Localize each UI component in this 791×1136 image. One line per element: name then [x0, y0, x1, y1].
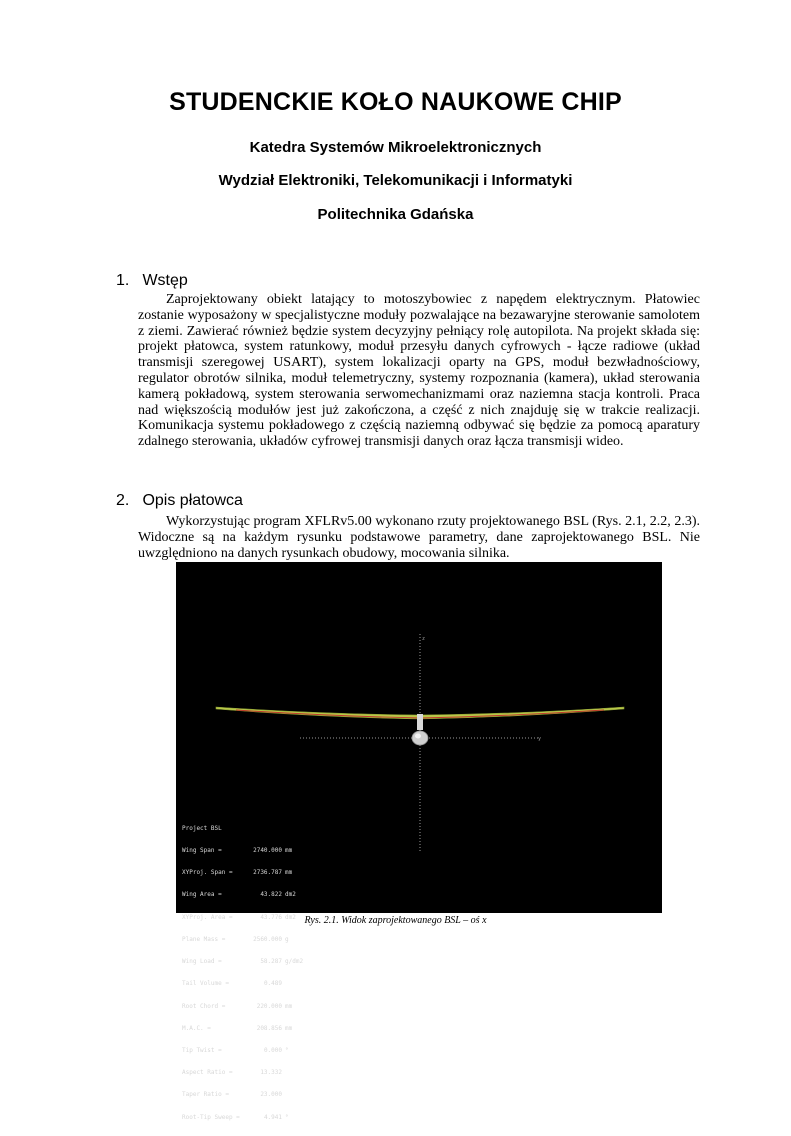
page-title: STUDENCKIE KOŁO NAUKOWE CHIP	[169, 88, 622, 116]
param-value: 13.332	[260, 1069, 282, 1077]
param-value: 23.000	[260, 1091, 282, 1099]
param-label: XYProj. Area =	[182, 913, 233, 921]
figure-caption: Rys. 2.1. Widok zaprojektowanego BSL – oś x	[304, 915, 487, 926]
paragraph-text: Zaprojektowany obiekt latający to motoszybowiec z napędem elektrycznym. Płatowiec zostanie wyposażony w specjalistyczne moduły pozwalające na bezawaryjne sterowanie samolotem z ziemi. Zawierać również będzie system decyzyjny pełniący rolę autopilota. Na projekt składa się: projekt płatowca, system ratunkowy, moduł przesyłu danych cyfrowych - łącze radiowe (układ transmisji szeregowej USART), system lokalizacji oparty na GPS, moduł bezwładnościowy, regulator obrotów silnika, moduł telemetryczny, systemy rozpoznania (kamera), układ sterowania kamerą pokładową, system sterowania serwomechanizmami oraz naziemna stacja kontroli. Praca nad większością modułów jest już zakończona, a część z nich znajduję się w trakcie realizacji. Komunikacja systemu pokładowego z częścią naziemną odbywać się będzie za pomocą aparatury zdalnego sterowania, układów cyfrowej transmisji danych oraz łącza transmisji wideo.	[138, 292, 700, 450]
section-title: Wstęp	[142, 272, 188, 289]
department-name: Katedra Systemów Mikroelektronicznych	[249, 139, 542, 156]
param-row	[182, 1025, 303, 1032]
param-label: Tail Volume =	[182, 980, 229, 988]
faculty-name: Wydział Elektroniki, Telekomunikacji i Informatyki	[218, 172, 573, 189]
paragraph-text: Wykorzystując program XFLRv5.00 wykonano rzuty projektowanego BSL (Rys. 2.1, 2.2, 2.3). Widoczne są na każdym rysunku podstawowe parametry, dane zaprojektowanego BSL. Nie uwzględniono na danych rysunkach obudowy, mocowania silnika.	[138, 514, 700, 561]
param-value: 0.489	[263, 980, 282, 988]
param-row	[182, 958, 303, 965]
param-label: Taper Ratio =	[182, 1091, 229, 1099]
param-value: 58.287	[260, 958, 282, 966]
param-row	[182, 891, 303, 898]
param-unit: mm	[285, 1024, 293, 1032]
param-row	[182, 1114, 303, 1121]
section-heading-airframe	[116, 492, 243, 510]
param-label: Wing Span =	[182, 847, 222, 855]
y-axis-tick: y	[538, 736, 542, 742]
section-body-intro	[138, 292, 700, 450]
param-unit: mm	[285, 1002, 293, 1010]
param-row	[182, 1091, 303, 1098]
section-number: 2.	[116, 492, 130, 509]
param-unit: mm	[285, 869, 293, 877]
section-title: Opis płatowca	[142, 492, 243, 509]
param-label: M.A.C. =	[182, 1024, 211, 1032]
param-row	[182, 869, 303, 876]
param-value: 2736.787	[253, 869, 282, 877]
aircraft-parameters-panel	[182, 810, 303, 1136]
param-value: 43.822	[260, 891, 282, 899]
param-value: 2560.000	[253, 935, 282, 943]
param-label: Wing Load =	[182, 958, 222, 966]
param-unit: mm	[285, 847, 293, 855]
param-value: 220.000	[256, 1002, 282, 1010]
section-heading-intro	[116, 272, 188, 290]
z-axis-tick: z	[422, 636, 426, 642]
param-row	[182, 936, 303, 943]
param-value: 43.776	[260, 913, 282, 921]
param-unit: dm2	[285, 913, 296, 921]
param-unit: °	[285, 1113, 289, 1121]
fuselage-pylon	[417, 714, 423, 730]
param-label: Aspect Ratio =	[182, 1069, 233, 1077]
param-row	[182, 980, 303, 987]
university-name: Politechnika Gdańska	[317, 206, 474, 223]
project-name: Project BSL	[182, 824, 222, 832]
param-label: Wing Area =	[182, 891, 222, 899]
param-label: Root Chord =	[182, 1002, 226, 1010]
param-value: 0.000	[263, 1047, 282, 1054]
section-body-airframe	[138, 514, 700, 561]
param-label: Root-Tip Sweep =	[182, 1113, 240, 1121]
section-number: 1.	[116, 272, 130, 289]
param-row	[182, 1047, 303, 1054]
param-unit: g	[285, 935, 289, 943]
param-row	[182, 847, 303, 854]
param-value: 4.941	[263, 1113, 282, 1121]
param-unit: g/dm2	[285, 958, 304, 966]
param-row	[182, 1069, 303, 1076]
param-value: 2740.000	[253, 847, 282, 855]
param-label: Plane Mass =	[182, 935, 226, 943]
param-row	[182, 1003, 303, 1010]
param-unit: °	[285, 1047, 289, 1054]
param-value: 208.856	[256, 1024, 282, 1032]
fuselage-highlight	[415, 734, 421, 739]
param-label: Tip Twist =	[182, 1047, 222, 1054]
param-unit: dm2	[285, 891, 296, 899]
param-label: XYProj. Span =	[182, 869, 233, 877]
fuselage-nose	[412, 731, 428, 745]
